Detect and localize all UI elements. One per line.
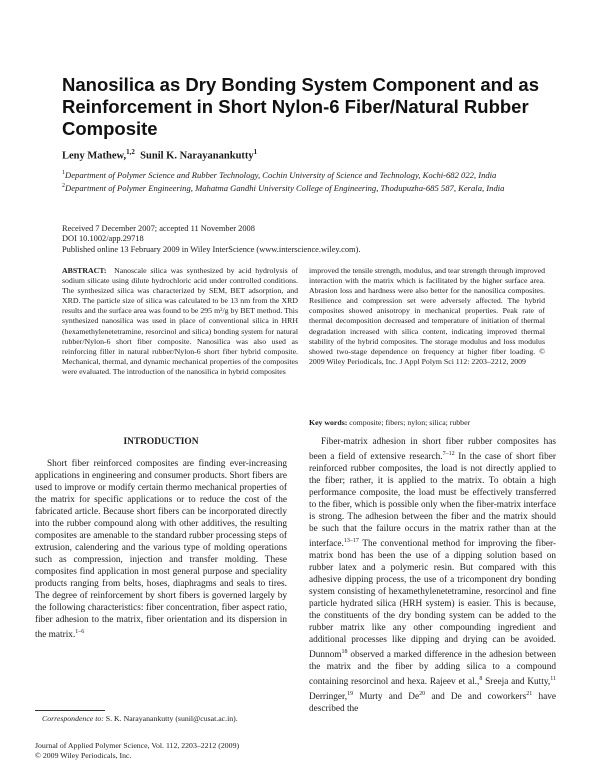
- citation: 1–6: [75, 629, 85, 635]
- paragraph-text: Short fiber reinforced composites are finding ever-increasing applications in engineering and consumer products. Short fibers are used to improve or modify certain thermo mechanical properties of the matrix for specific applications or to reduce the cost of the fabricated article. Because short fibers can be incorporated directly into the rubber compound along with other additives, the resulting composites are amenable to the standard rubber processing steps of extrusion, calendering and the various type of molding operations such as compression, injection and transfer molding. These composites find application in most general purpose and speciality products ranging from belts, hoses, diaphragms and seals to tires. The degree of reinforcement by short fibers is governed largely by the following characteristics: fiber concentration, fiber aspect ratio, fiber adhesion to the matrix, fiber orientation and its dispersion in the matrix.: [35, 459, 287, 641]
- abstract-right-column: [309, 266, 545, 367]
- keywords: [309, 418, 545, 427]
- affiliation: [62, 181, 542, 194]
- keywords-text: composite; fibers; nylon; silica; rubber: [349, 418, 471, 427]
- publication-dates: [62, 224, 542, 255]
- paragraph-text: Fiber-matrix adhesion in short fiber rubber composites has been a field of extensive research.: [309, 437, 556, 463]
- received-date: Received 7 December 2007; accepted 11 November 2008: [62, 224, 255, 233]
- paragraph-text: and De and coworkers: [425, 692, 527, 703]
- body-left-column: [35, 436, 287, 641]
- citation: 13–17: [343, 538, 359, 545]
- abstract-copyright: © 2009 Wiley Periodicals, Inc. J Appl Polym Sci 112: 2203–2212, 2009: [309, 346, 545, 366]
- published-date: Published online 13 February 2009 in Wiley InterScience (www.interscience.wiley.com).: [62, 244, 361, 254]
- section-heading: INTRODUCTION: [123, 437, 199, 447]
- body-right-column: [309, 436, 556, 715]
- abstract-text-left: Nanoscale silica was synthesized by acid hydrolysis of sodium silicate using dilute hydrochloric acid under controlled conditions. The synthesized silica was characterized by SEM, BET adsorption, and XRD. The particle size of silica was calculated to be 13 nm from the XRD results and the surface area was found to be 295 m²/g by BET method. This synthesized nanosilica was used in place of conventional silica in HRH (hexamethylenetetramine, resorcinol and silica) bonding system for natural rubber/Nylon-6 short fiber composite. Nanosilica was also used as reinforcing filler in natural rubber/Nylon-6 short fiber hybrid composite. Mechanical, thermal, and dynamic mechanical properties of the composites were evaluated. The introduction of the nanosilica in hybrid composites: [62, 266, 298, 376]
- paragraph-text: have described the: [309, 692, 556, 715]
- correspondence-label: Correspondence to:: [42, 714, 104, 723]
- keywords-label: Key words:: [309, 418, 348, 427]
- affiliation-sup: 2: [62, 182, 65, 189]
- affiliation-text: Department of Polymer Engineering, Mahatma Gandhi University College of Engineering, Thodupuzha-685 587, Kerala, India: [65, 182, 505, 193]
- paragraph-text: In the case of short fiber reinforced rubber composites, the load is not directly applied to the fiber; rather, it is applied to the matrix. To obtain a high performance composite, the load must be effectively transferred to the fiber, which is possible only when the fiber-matrix interface is strong. The adhesion between the fiber and the matrix should be such that the failure occurs in the matrix rather than at the interface.: [309, 452, 556, 550]
- abstract-text-right: improved the tensile strength, modulus, and tear strength through improved interaction with the matrix which is facilitated by the higher surface area. Abrasion loss and hardness were also better for the nanosilica composites. Resilience and compression set were adversely affected. The hybrid composites showed anisotropy in mechanical properties. Peak rate of thermal decomposition decreased and temperature of initiation of thermal degradation increased with silica content, indicating improved thermal stability of the hybrid composites. The storage modulus and loss modulus showed two-stage dependence on frequency at higher fiber loading.: [309, 266, 545, 356]
- author-name: Sunil K. Narayanankutty: [140, 150, 254, 162]
- citation: 21: [526, 691, 533, 698]
- correspondence-text: S. K. Narayanankutty (sunil@cusat.ac.in).: [103, 714, 238, 723]
- journal-footer: [35, 741, 295, 761]
- citation: 20: [419, 691, 426, 698]
- paragraph-text: Murty and De: [353, 692, 420, 703]
- author-affil-sup: 1: [253, 148, 258, 156]
- abstract-left-column: [62, 266, 298, 377]
- paragraph: [309, 436, 556, 715]
- citation: 8: [479, 676, 483, 683]
- citation: 11: [550, 676, 556, 683]
- journal-copyright: © 2009 Wiley Periodicals, Inc.: [35, 751, 132, 760]
- paragraph: [35, 458, 287, 641]
- journal-citation: Journal of Applied Polymer Science, Vol. 112, 2203–2212 (2009): [35, 741, 240, 750]
- paragraph-text: The conventional method for improving the fiber-matrix bond has been the use of a dipping solution based on rubber latex and a polymeric resin. But compared with this adhesive dipping process, the use of a tricomponent dry bonding system consisting of hexamethylenetetramine, resorcinol and fine particle hydrated silica (HRH system) is easier. This is because, the constituents of the dry bonding system can be added to the rubber matrix like any other compounding ingredient and additional processes like dipping and drying can be avoided. Dunnom: [309, 539, 556, 661]
- abstract-label: ABSTRACT:: [62, 266, 107, 275]
- affiliation-sup: 1: [62, 170, 65, 176]
- paragraph-text: Derringer,: [309, 692, 348, 703]
- author-line: [62, 148, 542, 162]
- affiliation-text: Department of Polymer Science and Rubber Technology, Cochin University of Science and Technology, Kochi-682 022, India: [65, 169, 497, 180]
- paragraph-text: observed a marked difference in the adhesion between the matrix and the fiber by adding silica to a compound containing resorcinol and hexa. Rajeev et al.,: [309, 650, 556, 688]
- correspondence-note: [42, 714, 302, 724]
- author-name: Leny Mathew,: [62, 150, 127, 162]
- paragraph-text: Sreeja and Kutty,: [482, 677, 551, 688]
- footnote-divider: [35, 710, 105, 711]
- citation: 18: [341, 649, 348, 656]
- author-affil-sup: 1,2: [126, 148, 135, 156]
- doi: DOI 10.1002/app.29718: [62, 234, 144, 244]
- paper-title: Nanosilica as Dry Bonding System Component and as Reinforcement in Short Nylon-6 Fiber/Natural Rubber Composite: [62, 74, 539, 139]
- affiliations: [62, 168, 542, 194]
- citation: 7–12: [442, 451, 455, 457]
- citation: 19: [347, 691, 354, 698]
- affiliation: [62, 168, 542, 181]
